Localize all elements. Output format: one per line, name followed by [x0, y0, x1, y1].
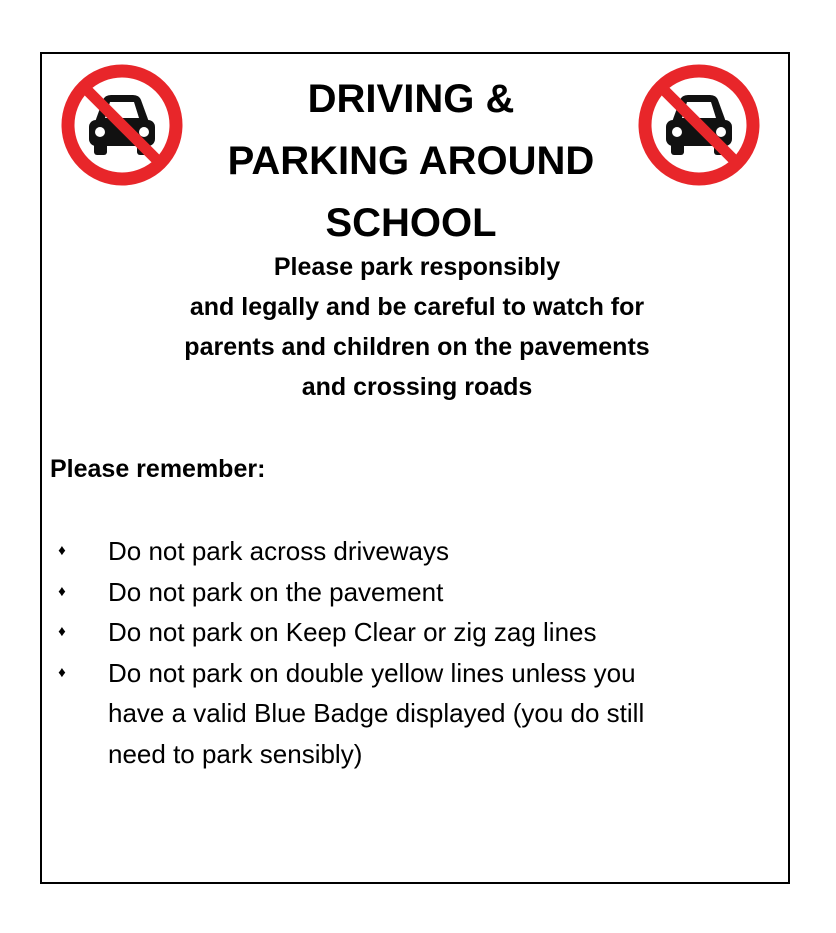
rule-text	[108, 572, 792, 613]
rule-item	[42, 572, 792, 613]
rule-item	[42, 531, 792, 572]
title-line: SCHOOL	[325, 201, 497, 245]
title-line: DRIVING &	[307, 77, 515, 121]
rule-item	[42, 612, 792, 653]
rule-line: Do not park on Keep Clear or zig zag lines	[108, 617, 597, 647]
intro-line: and legally and be careful to watch for	[189, 293, 645, 321]
intro-message	[42, 247, 792, 407]
rules-list	[42, 531, 792, 774]
rule-line: Do not park on double yellow lines unless you	[108, 657, 636, 688]
intro-line: Please park responsibly	[273, 253, 561, 281]
rule-text	[108, 653, 792, 775]
rule-text	[108, 531, 792, 572]
no-car-icon	[636, 62, 762, 188]
parking-notice-sign	[40, 52, 790, 884]
sign-title	[182, 68, 640, 254]
intro-line: and crossing roads	[301, 373, 533, 401]
rule-line: Do not park on the pavement	[108, 576, 444, 607]
rule-line: need to park sensibly)	[108, 738, 363, 769]
diamond-bullet-icon: ♦	[58, 542, 66, 559]
rule-line: have a valid Blue Badge displayed (you do still	[108, 698, 645, 728]
remember-heading: Please remember:	[50, 455, 266, 483]
no-car-icon	[59, 62, 185, 188]
title-line: PARKING AROUND	[227, 139, 595, 183]
intro-line: parents and children on the pavements	[184, 333, 650, 361]
diamond-bullet-icon: ♦	[58, 582, 66, 600]
diamond-bullet-icon: ♦	[58, 623, 66, 640]
rule-item	[42, 653, 792, 775]
rule-text	[108, 612, 792, 653]
rule-line: Do not park across driveways	[108, 536, 450, 566]
diamond-bullet-icon: ♦	[58, 663, 66, 681]
